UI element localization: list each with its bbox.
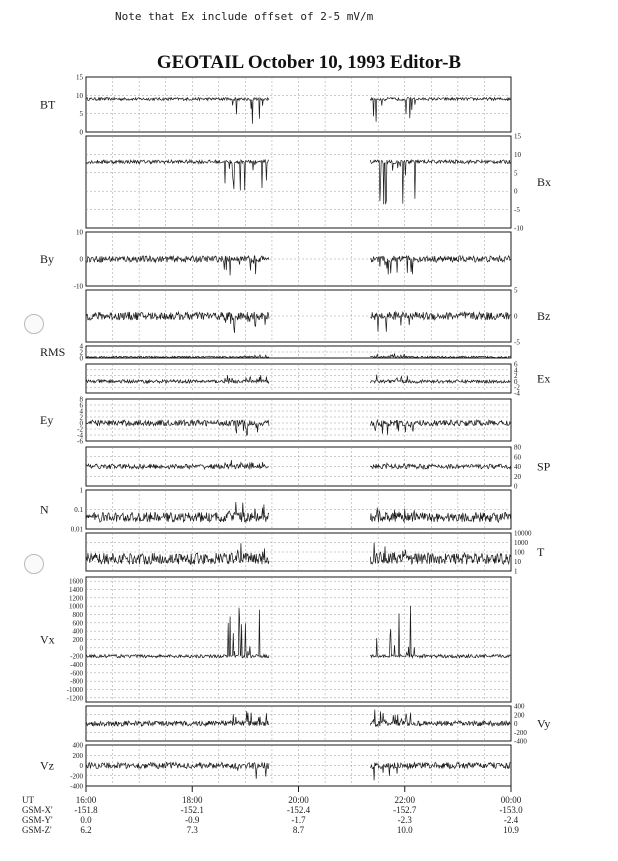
tick-label-bt: 15	[76, 73, 83, 82]
panel-label-sp: SP	[537, 459, 551, 474]
tick-label-ey: 8	[79, 395, 83, 404]
tick-label-vy: 400	[514, 702, 525, 711]
panel-label-rms: RMS	[40, 345, 66, 359]
footer-value: 00:00	[500, 795, 522, 805]
tick-label-ey: 2	[79, 413, 83, 422]
tick-label-vx: 1000	[69, 602, 83, 611]
tick-label-bt: 5	[79, 110, 83, 119]
tick-label-bx: 15	[514, 132, 521, 141]
footer-value: -151.8	[74, 805, 98, 815]
panel-label-n: N	[40, 502, 49, 517]
tick-label-vx: 1600	[69, 577, 83, 586]
tick-label-t: 1	[514, 567, 518, 576]
tick-label-vx: 0	[79, 644, 83, 653]
tick-label-vx: -600	[70, 669, 83, 678]
tick-label-t: 100	[514, 548, 525, 557]
panel-label-ey: Ey	[40, 413, 54, 427]
tick-label-vy: -400	[514, 737, 527, 746]
panel-label-t: T	[537, 545, 545, 559]
tick-label-rms: 4	[79, 342, 83, 351]
footer-row-label: GSM-X'	[22, 805, 53, 815]
tick-label-sp: 80	[514, 443, 521, 452]
tick-label-vz: -400	[70, 782, 83, 791]
tick-label-vx: 800	[72, 611, 83, 619]
panel-label-vz: Vz	[40, 758, 54, 773]
panel-label-vx: Vx	[40, 632, 55, 647]
tick-label-bx: -10	[514, 224, 524, 233]
footer-value: 20:00	[288, 795, 309, 805]
tick-label-t: 10	[514, 558, 521, 566]
footer-value: -152.1	[180, 805, 204, 815]
chart-title: GEOTAIL October 10, 1993 Editor-B	[156, 52, 462, 73]
footer-row-label: UT	[22, 795, 34, 805]
tick-label-bx: 10	[514, 150, 521, 159]
tick-label-n: 0.1	[74, 506, 83, 514]
tick-label-by: -10	[73, 282, 83, 291]
tick-label-by: 10	[76, 228, 83, 237]
binder-hole-bottom	[24, 554, 44, 574]
tick-label-n: 1	[79, 486, 83, 495]
tick-label-bt: 10	[76, 91, 83, 100]
panel-label-vy: Vy	[537, 716, 551, 731]
tick-label-bt: 0	[79, 128, 83, 137]
tick-label-vy: 200	[514, 711, 525, 720]
tick-label-sp: 40	[514, 463, 521, 471]
tick-label-vx: -1000	[66, 686, 83, 694]
tick-label-vx: -400	[70, 661, 83, 669]
tick-label-ey: 0	[79, 419, 83, 428]
panel-label-bx: Bx	[537, 175, 552, 189]
tick-label-sp: 0	[514, 482, 518, 491]
footer-value: -2.3	[397, 815, 412, 825]
panel-label-by: By	[40, 252, 55, 266]
tick-label-vz: 0	[79, 762, 83, 770]
tick-label-ex: 4	[514, 366, 518, 375]
tick-label-vx: 200	[72, 636, 83, 644]
footer-value: 22:00	[394, 795, 416, 805]
tick-label-bz: 0	[514, 312, 518, 321]
tick-label-vx: -1200	[66, 694, 83, 703]
footer-value: 10.0	[396, 825, 413, 835]
tick-label-bx: 0	[514, 187, 518, 196]
binder-hole-top	[24, 314, 44, 334]
footer-row-label: GSM-Z'	[22, 825, 52, 835]
tick-label-vz: -200	[70, 772, 83, 781]
tick-label-t: 10000	[514, 529, 532, 538]
tick-label-bx: 5	[514, 169, 518, 178]
tick-label-ex: 6	[514, 360, 518, 369]
footer-value: 18:00	[181, 795, 203, 805]
tick-label-vx: -800	[70, 677, 83, 686]
tick-label-rms: 0	[79, 354, 83, 363]
tick-label-ey: 4	[79, 407, 83, 416]
footer-value: 8.7	[292, 825, 305, 835]
tick-label-rms: 2	[79, 348, 83, 357]
offset-note: Note that Ex include offset of 2-5 mV/m	[115, 10, 374, 23]
tick-label-vz: 400	[72, 741, 83, 750]
tick-label-ey: -4	[77, 431, 83, 440]
footer-value: 7.3	[186, 825, 198, 835]
footer-value: 6.2	[80, 825, 92, 835]
footer-value: -152.7	[393, 805, 417, 815]
tick-label-ey: -6	[77, 437, 83, 446]
tick-label-sp: 20	[514, 472, 521, 481]
footer-value: -153.0	[499, 805, 523, 815]
tick-label-ex: -4	[514, 389, 520, 398]
footer-value: -0.9	[185, 815, 200, 825]
tick-label-t: 1000	[514, 539, 528, 547]
footer-value: 0.0	[80, 815, 92, 825]
tick-label-vy: -200	[514, 728, 527, 737]
tick-label-vx: 400	[72, 627, 83, 636]
tick-label-by: 0	[79, 255, 83, 264]
tick-label-n: 0.01	[70, 525, 83, 534]
tick-label-ex: 2	[514, 372, 518, 381]
tick-label-bz: 5	[514, 286, 518, 295]
footer-value: -1.7	[291, 815, 306, 825]
footer-value: 10.9	[503, 825, 519, 835]
tick-label-bz: -5	[514, 338, 520, 347]
panel-label-ex: Ex	[537, 371, 551, 386]
footer-value: -2.4	[503, 815, 519, 825]
tick-label-vx: 600	[72, 619, 83, 628]
tick-label-vx: 1200	[69, 594, 83, 603]
panel-label-bt: BT	[40, 97, 56, 112]
tick-label-bx: -5	[514, 206, 520, 215]
tick-label-vx: -200	[70, 652, 83, 661]
tick-label-ex: -2	[514, 383, 520, 392]
tick-label-vz: 200	[72, 751, 83, 760]
tick-label-vx: 1400	[69, 586, 83, 594]
panel-label-bz: Bz	[537, 309, 551, 323]
tick-label-ey: 6	[79, 401, 83, 410]
tick-label-sp: 60	[514, 453, 521, 462]
footer-row-label: GSM-Y'	[22, 815, 53, 825]
footer-value: 16:00	[75, 795, 97, 805]
tick-label-ex: 0	[514, 377, 518, 386]
tick-label-ey: -2	[77, 425, 83, 434]
footer-value: -152.4	[286, 805, 311, 815]
tick-label-vy: 0	[514, 720, 518, 728]
